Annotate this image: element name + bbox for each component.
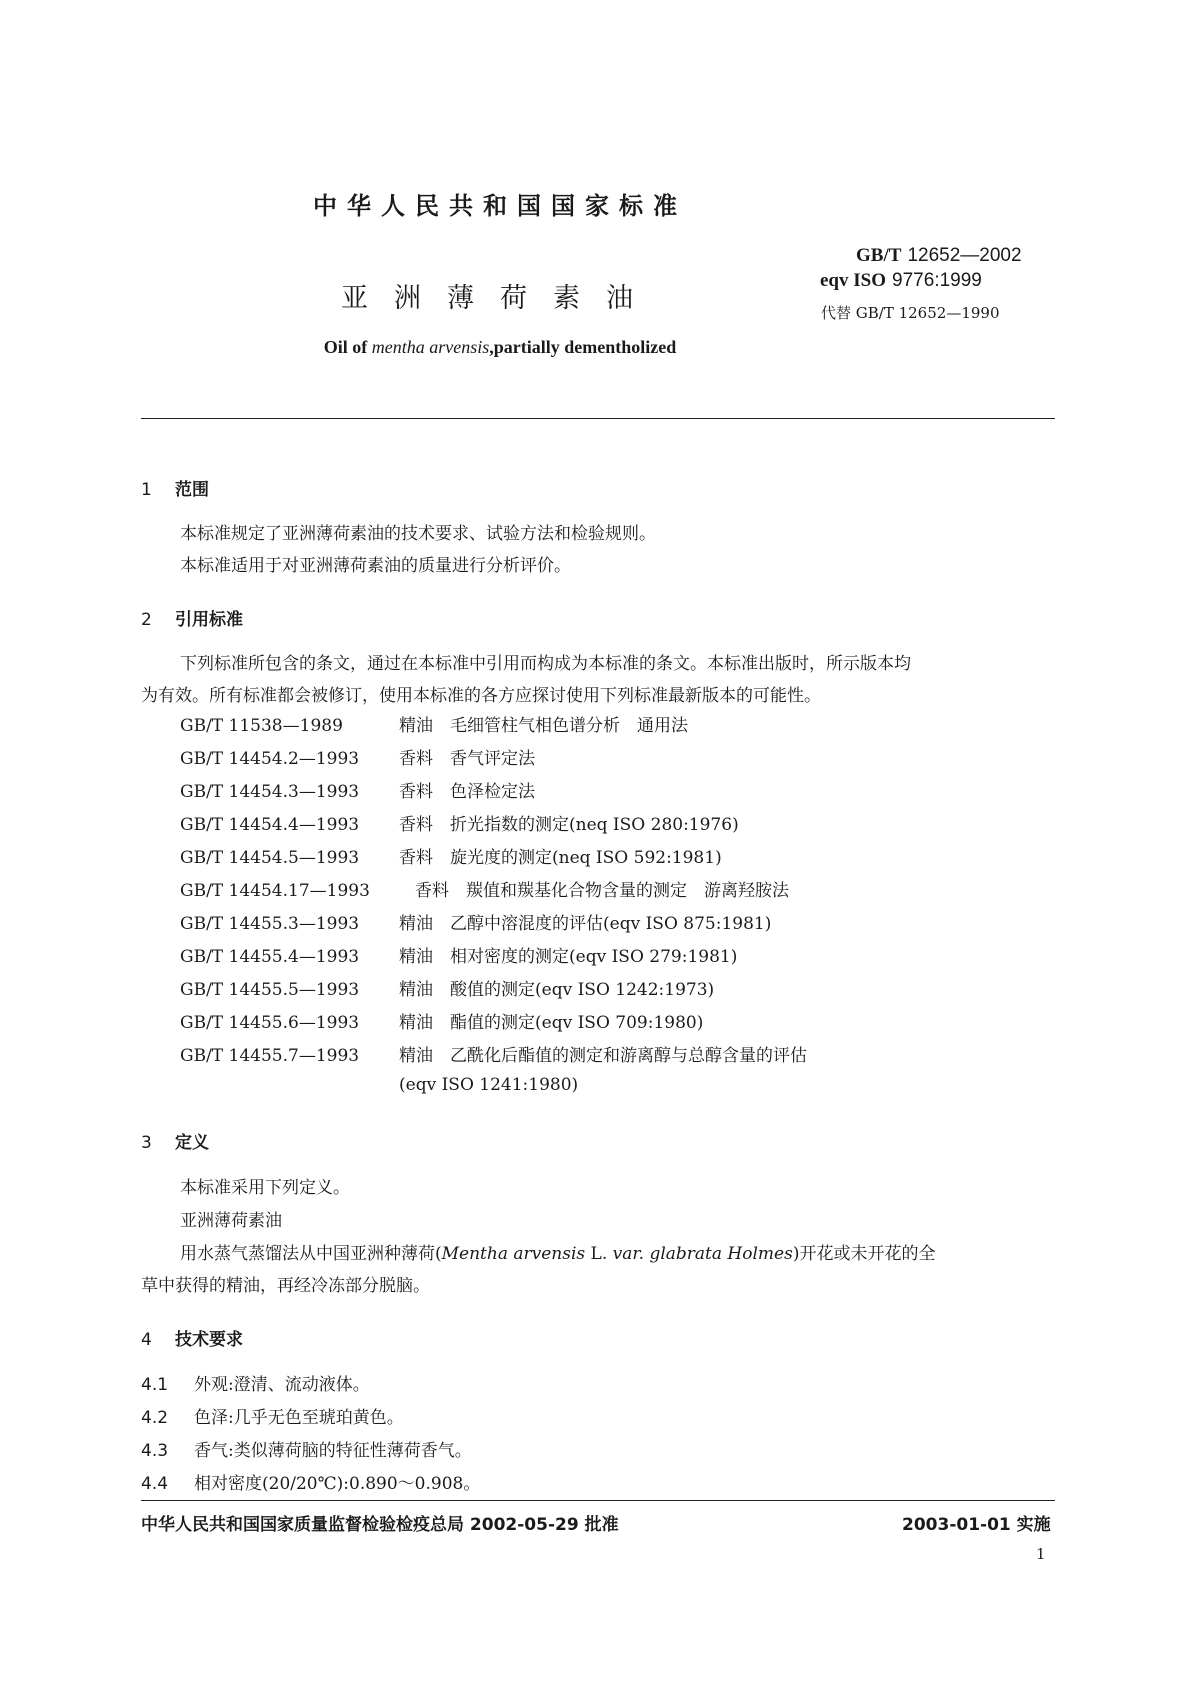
effective-date: 2003-01-01 实施: [902, 1515, 1051, 1535]
requirement-text: 香气:类似薄荷脑的特征性薄荷香气。: [194, 1441, 472, 1461]
reference-code: GB/T 14454.3—1993: [180, 782, 360, 802]
reference-item: [180, 975, 714, 1000]
reference-code: GB/T 14455.3—1993: [180, 914, 360, 934]
std-number: 12652—2002: [907, 245, 1022, 266]
reference-title: 精油 毛细管柱气相色谱分析 通用法: [399, 716, 688, 736]
section-2-heading: 2 引用标准: [141, 610, 243, 630]
reference-item: [180, 843, 722, 868]
reference-code: GB/T 14455.4—1993: [180, 947, 360, 967]
eqv-prefix: eqv ISO: [820, 270, 886, 291]
requirement-item: [141, 1469, 480, 1494]
english-title-italic: mentha arvensis: [371, 337, 490, 357]
section-4-heading: 4 技术要求: [141, 1330, 243, 1350]
footer-divider: [141, 1500, 1055, 1501]
reference-item: [180, 1041, 807, 1066]
reference-item: [180, 777, 535, 802]
section-3-heading: 3 定义: [141, 1133, 209, 1153]
reference-title: 香料 折光指数的测定(neq ISO 280:1976): [399, 815, 739, 835]
reference-code: GB/T 14455.7—1993: [180, 1046, 360, 1066]
reference-code: GB/T 14454.17—1993: [180, 881, 370, 901]
requirement-text: 相对密度(20/20℃):0.890～0.908。: [194, 1474, 481, 1494]
reference-title: 香料 香气评定法: [399, 749, 535, 769]
reference-title: 精油 酸值的测定(eqv ISO 1242:1973): [399, 980, 715, 1000]
reference-title: 精油 相对密度的测定(eqv ISO 279:1981): [399, 947, 738, 967]
reference-item: [180, 1008, 703, 1033]
definition-line-2: 草中获得的精油，再经冷冻部分脱脑。: [141, 1276, 430, 1296]
section-1-heading: 1 范围: [141, 480, 209, 500]
reference-code: GB/T 14454.5—1993: [180, 848, 360, 868]
requirement-item: [141, 1370, 370, 1395]
reference-title: 香料 旋光度的测定(neq ISO 592:1981): [399, 848, 722, 868]
approval-line: 中华人民共和国国家质量监督检验检疫总局 2002-05-29 批准: [141, 1515, 619, 1535]
reference-item: [180, 744, 535, 769]
reference-code: GB/T 14455.6—1993: [180, 1013, 360, 1033]
replaces-note: 代替 GB/T 12652—1990: [821, 304, 1000, 322]
reference-title: 香料 羰值和羰基化合物含量的测定 游离羟胺法: [415, 881, 789, 901]
english-title: Oil of mentha arvensis,partially dementholized: [323, 337, 677, 357]
std-prefix: GB/T: [856, 245, 902, 266]
section-1-paragraph-1: 本标准规定了亚洲薄荷素油的技术要求、试验方法和检验规则。: [180, 524, 656, 544]
requirement-number: 4.1: [141, 1375, 169, 1395]
section-1-paragraph-2: 本标准适用于对亚洲薄荷素油的质量进行分析评价。: [180, 556, 571, 576]
national-standard-header: 中华人民共和国国家标准: [313, 192, 687, 220]
header-divider: [141, 418, 1055, 419]
variety-name: var. glabrata Holmes: [612, 1244, 793, 1264]
reference-code: GB/T 11538—1989: [180, 716, 343, 736]
requirement-item: [141, 1436, 472, 1461]
section-3-paragraph-1: 本标准采用下列定义。: [180, 1178, 350, 1198]
section-2-intro-line-2: 为有效。所有标准都会被修订，使用本标准的各方应探讨使用下列标准最新版本的可能性。: [141, 686, 821, 706]
defined-term: 亚洲薄荷素油: [180, 1211, 282, 1231]
reference-item: [180, 810, 739, 835]
page-title: 亚洲薄荷素油: [341, 283, 659, 314]
reference-title: 香料 色泽检定法: [399, 782, 535, 802]
eqv-number: 9776:1999: [892, 270, 982, 291]
requirement-text: 外观:澄清、流动液体。: [194, 1375, 370, 1395]
reference-title: 精油 乙酰化后酯值的测定和游离醇与总醇含量的评估: [399, 1046, 807, 1066]
reference-title: 精油 酯值的测定(eqv ISO 709:1980): [399, 1013, 704, 1033]
reference-title: 精油 乙醇中溶混度的评估(eqv ISO 875:1981): [399, 914, 772, 934]
requirement-text: 色泽:几乎无色至琥珀黄色。: [194, 1408, 404, 1428]
latin-name: Mentha arvensis: [441, 1244, 586, 1264]
reference-item: [180, 942, 737, 967]
requirement-item: [141, 1403, 404, 1428]
reference-item: [180, 876, 789, 901]
requirement-number: 4.2: [141, 1408, 169, 1428]
reference-code: GB/T 14455.5—1993: [180, 980, 360, 1000]
reference-continuation: (eqv ISO 1241:1980): [399, 1075, 579, 1095]
definition-line-1: 用水蒸气蒸馏法从中国亚洲种薄荷(Mentha arvensis L. var. glabrata Holmes)开花或未开花的全: [180, 1244, 936, 1264]
section-2-intro-line-1: 下列标准所包含的条文，通过在本标准中引用而构成为本标准的条文。本标准出版时，所示版本均: [180, 654, 911, 674]
reference-item: [180, 711, 688, 736]
reference-code: GB/T 14454.4—1993: [180, 815, 360, 835]
reference-code: GB/T 14454.2—1993: [180, 749, 360, 769]
reference-item: [180, 909, 771, 934]
requirement-number: 4.3: [141, 1441, 169, 1461]
page-number: 1: [1036, 1545, 1046, 1563]
requirement-number: 4.4: [141, 1474, 169, 1494]
